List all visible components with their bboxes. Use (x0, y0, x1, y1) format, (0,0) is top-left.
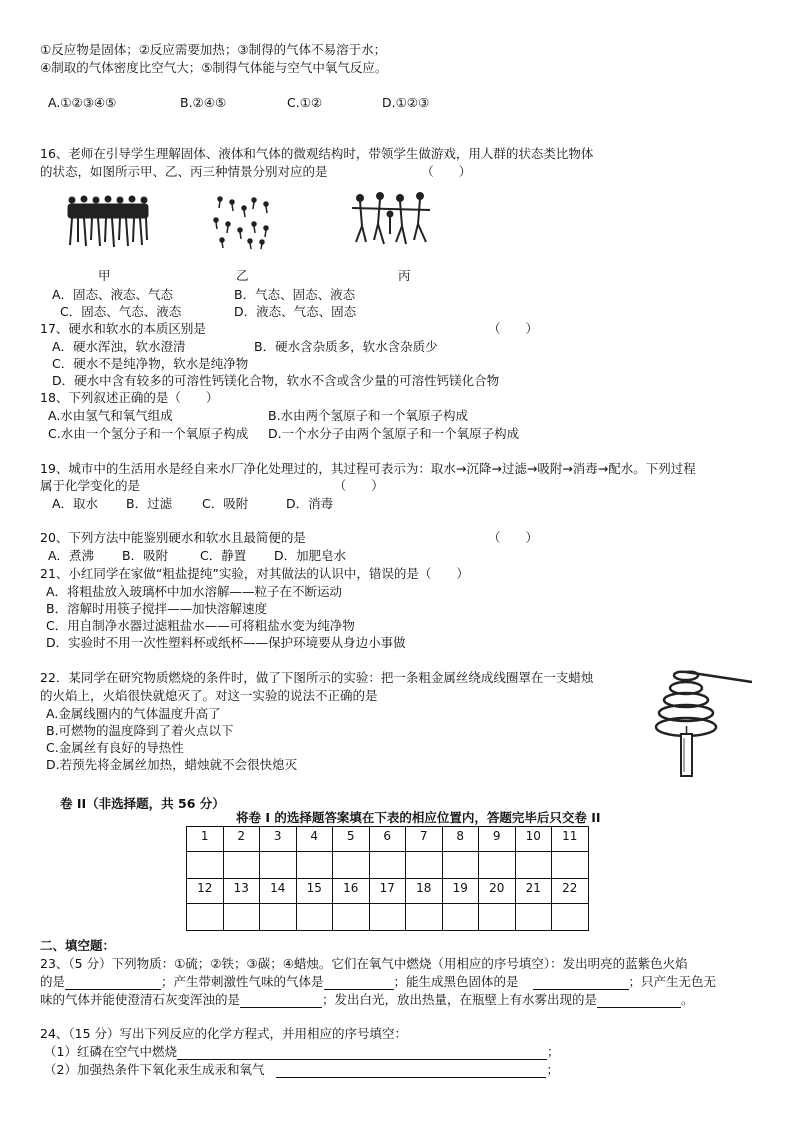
answer-cell[interactable] (369, 852, 406, 879)
q23-text: ；能生成黑色固体的是 (393, 974, 519, 989)
q15-line2: ④制取的气体密度比空气大；⑤制得气体能与空气中氧气反应。 (40, 60, 388, 75)
answer-header-cell: 4 (296, 827, 333, 852)
answer-header-cell: 15 (296, 879, 333, 904)
q16-caption-jia: 甲 (98, 268, 111, 283)
q21-option-c: C．用自制净水器过滤粗盐水——可将粗盐水变为纯净物 (46, 618, 355, 633)
q17-paren: （ ） (488, 321, 539, 336)
q20-option-c: C．静置 (200, 548, 247, 563)
part2-instruction: 将卷 I 的选择题答案填在下表的相应位置内，答题完毕后只交卷 II (236, 810, 601, 825)
answer-cell[interactable] (552, 904, 589, 931)
q16-option-b: B．气态、固态、液态 (234, 287, 356, 302)
answer-cell[interactable] (333, 904, 370, 931)
q24-item2 (44, 1062, 559, 1078)
q19-option-a: A．取水 (52, 496, 99, 511)
q21-option-b: B．溶解时用筷子搅拌——加快溶解速度 (46, 601, 268, 616)
section2-title: 二、填空题： (40, 938, 116, 953)
answer-blank[interactable] (177, 1047, 547, 1060)
answer-header-cell: 19 (442, 879, 479, 904)
q20-paren: （ ） (488, 530, 539, 545)
q23-text: 。 (681, 992, 694, 1007)
answer-header-cell: 13 (223, 879, 260, 904)
q21-option-a: A．将粗盐放入玻璃杯中加水溶解——粒子在不断运动 (46, 584, 343, 599)
answer-cell[interactable] (260, 852, 297, 879)
answer-header-cell: 22 (552, 879, 589, 904)
q17-option-c: C．硬水不是纯净物，软水是纯净物 (52, 356, 249, 371)
q16-option-a: A．固态、液态、气态 (52, 287, 174, 302)
q16-caption-bing: 丙 (398, 268, 411, 283)
part2-title: 卷 II（非选择题，共 56 分） (60, 796, 225, 811)
answer-blank[interactable] (65, 977, 161, 990)
q18-stem: 18、下列叙述正确的是（ ） (40, 390, 219, 405)
q23-line2 (40, 974, 716, 990)
q17-option-a: A．硬水浑浊，软水澄清 (52, 339, 186, 354)
answer-cell[interactable] (552, 852, 589, 879)
answer-cell[interactable] (515, 904, 552, 931)
q15-line1: ①反应物是固体；②反应需要加热；③制得的气体不易溶于水； (40, 42, 387, 57)
q21-stem: 21、小红同学在家做“粗盐提纯”实验，对其做法的认识中，错误的是（ ） (40, 566, 469, 581)
answer-cell[interactable] (260, 904, 297, 931)
q23-text: ；只产生无色无 (628, 974, 717, 989)
crowd-figure-solid (64, 190, 152, 250)
q18-option-d: D.一个水分子由两个氢原子和一个氧原子构成 (268, 426, 520, 441)
answer-blank[interactable] (276, 1065, 546, 1078)
answer-header-cell: 8 (442, 827, 479, 852)
answer-header-cell: 11 (552, 827, 589, 852)
q22-line1: 22．某同学在研究物质燃烧的条件时，做了下图所示的实验：把一条粗金属丝绕成线圈罩在一支蜡烛 (40, 670, 594, 685)
answer-cell[interactable] (442, 904, 479, 931)
q20-option-d: D．加肥皂水 (274, 548, 347, 563)
answer-cell[interactable] (515, 852, 552, 879)
answer-header-cell: 7 (406, 827, 443, 852)
candle-coil-illustration (640, 658, 760, 780)
q18-option-b: B.水由两个氢原子和一个氧原子构成 (268, 408, 469, 423)
answer-header-cell: 3 (260, 827, 297, 852)
answer-header-cell: 5 (333, 827, 370, 852)
q20-option-b: B．吸附 (122, 548, 169, 563)
q21-option-d: D．实验时不用一次性塑料杯或纸杯——保护环境要从身边小事做 (46, 635, 406, 650)
q15-option-d: D.①②③ (382, 95, 430, 110)
q22-option-c: C.金属丝有良好的导热性 (46, 740, 184, 755)
q16-line1: 16、老师在引导学生理解固体、液体和气体的微观结构时，带领学生做游戏，用人群的状态类比物体 (40, 146, 594, 161)
q19-line1: 19、城市中的生活用水是经自来水厂净化处理过的，其过程可表示为：取水→沉降→过滤→吸附→消毒→配水。下列过程 (40, 461, 696, 476)
answer-blank[interactable] (533, 977, 629, 990)
q18-option-c: C.水由一个氢分子和一个氧原子构成 (48, 426, 249, 441)
answer-cell[interactable] (187, 852, 224, 879)
q16-caption-yi: 乙 (236, 268, 249, 283)
answer-cell[interactable] (406, 904, 443, 931)
answer-blank[interactable] (324, 977, 394, 990)
q22-option-b: B.可燃物的温度降到了着火点以下 (46, 723, 234, 738)
q15-option-b: B.②④⑤ (180, 95, 227, 110)
answer-header-cell: 1 (187, 827, 224, 852)
q16-line2: 的状态，如图所示甲、乙、丙三种情景分别对应的是 （ ） (40, 164, 472, 179)
answer-header-cell: 10 (515, 827, 552, 852)
q22-option-d: D.若预先将金属丝加热，蜡烛就不会很快熄灭 (46, 757, 298, 772)
answer-cell[interactable] (479, 904, 516, 931)
q22-line2: 的火焰上，火焰很快就熄灭了。对这一实验的说法不正确的是 (40, 688, 378, 703)
answer-blank[interactable] (240, 995, 322, 1008)
q23-line3 (40, 992, 694, 1008)
q19-option-b: B．过滤 (126, 496, 173, 511)
q23-text: 的是 (40, 974, 66, 989)
q15-option-c: C.①② (287, 95, 323, 110)
answer-cell[interactable] (369, 904, 406, 931)
answer-cell[interactable] (333, 852, 370, 879)
q24-end: ； (546, 1044, 560, 1059)
answer-header-cell: 18 (406, 879, 443, 904)
q17-stem: 17、硬水和软水的本质区别是 (40, 321, 206, 336)
answer-header-cell: 14 (260, 879, 297, 904)
q24-item1-label: （1）红磷在空气中燃烧 (44, 1044, 177, 1059)
q16-option-c: C．固态、气态、液态 (60, 304, 182, 319)
q24-item1 (44, 1044, 559, 1060)
answer-cell[interactable] (406, 852, 443, 879)
answer-header-cell: 9 (479, 827, 516, 852)
q24-item2-label: （2）加强热条件下氧化汞生成汞和氧气 (44, 1062, 265, 1077)
q24-stem: 24、（15 分）写出下列反应的化学方程式，并用相应的序号填空： (40, 1026, 408, 1041)
q19-line2: 属于化学变化的是 （ ） (40, 478, 384, 493)
q23-line1: 23、（5 分）下列物质：①硫；②铁；③碳；④蜡烛。它们在氧气中燃烧（用相应的序号填空）：发出明亮的蓝紫色火焰 (40, 956, 688, 971)
q23-text: ；发出白光，放出热量，在瓶壁上有水雾出现的是 (322, 992, 598, 1007)
answer-header-cell: 6 (369, 827, 406, 852)
q24-end: ； (546, 1062, 559, 1077)
q19-option-d: D．消毒 (286, 496, 334, 511)
answer-header-cell: 17 (369, 879, 406, 904)
answer-cell[interactable] (442, 852, 479, 879)
q20-stem: 20、下列方法中能鉴别硬水和软水且最简便的是 (40, 530, 306, 545)
answer-cell[interactable] (223, 904, 260, 931)
answer-cell[interactable] (223, 852, 260, 879)
q20-option-a: A．煮沸 (48, 548, 95, 563)
answer-header-cell: 2 (223, 827, 260, 852)
crowd-figure-liquid (350, 190, 434, 248)
crowd-figure-gas (210, 194, 272, 250)
q22-option-a: A.金属线圈内的气体温度升高了 (46, 706, 221, 721)
q23-text: 味的气体并能使澄清石灰变浑浊的是 (40, 992, 241, 1007)
answer-cell[interactable] (479, 852, 516, 879)
answer-table (186, 826, 589, 931)
answer-cell[interactable] (296, 904, 333, 931)
answer-cell[interactable] (187, 904, 224, 931)
q17-option-b: B．硬水含杂质多，软水含杂质少 (254, 339, 438, 354)
answer-header-cell: 20 (479, 879, 516, 904)
q19-option-c: C．吸附 (202, 496, 249, 511)
answer-cell[interactable] (296, 852, 333, 879)
q17-option-d: D．硬水中含有较多的可溶性钙镁化合物，软水不含或含少量的可溶性钙镁化合物 (52, 373, 500, 388)
answer-blank[interactable] (597, 995, 681, 1008)
q23-text: ；产生带刺激性气味的气体是 (161, 974, 324, 989)
q16-option-d: D．液态、气态、固态 (234, 304, 357, 319)
answer-header-cell: 21 (515, 879, 552, 904)
answer-header-cell: 16 (333, 879, 370, 904)
q18-option-a: A.水由氢气和氧气组成 (48, 408, 173, 423)
answer-header-cell: 12 (187, 879, 224, 904)
q15-option-a: A.①②③④⑤ (48, 95, 117, 110)
